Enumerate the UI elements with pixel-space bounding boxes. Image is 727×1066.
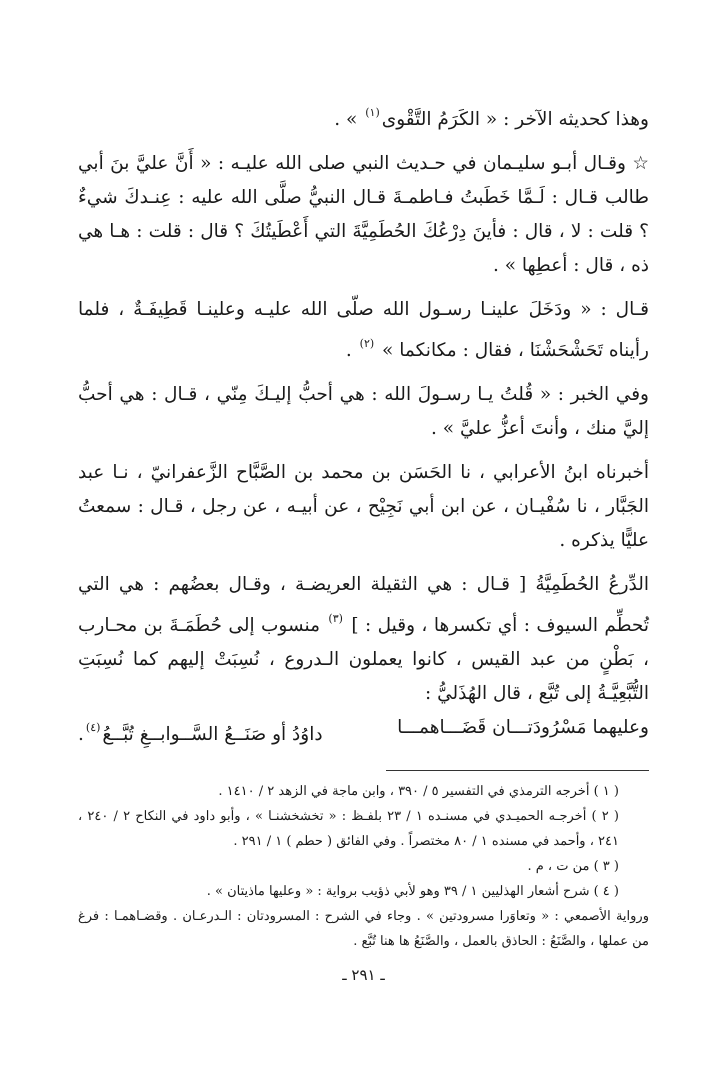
poetry-verse [78,711,649,752]
verse-second-hemistich: داوُدُ أو صَنَــعُ السَّــوابــغِ تُبَّــعُ$^{(٤)}$. [78,721,323,745]
page-number: ـ ٢٩١ ـ [342,966,385,984]
paragraph-abu-sulayman: ☆ وقـال أبـو سليـمان في حـديث النبي صلى الله عليـه : « أَنَّ عليَّ بنَ أبي طالب قـال : لَـمَّا خَطَبتُ فـاطمـةَ قـال النبيُّ صلَّى الله عليه : عِنـدكَ شيءٌ ؟ قلت : لا ، قال : فأينَ دِرْعُكَ الحُطَمِيَّةَ التي أَعْطَيتُكَ ؟ قال : قلت : هـا هي ذه ، قال : أعطِها » . [78,153,649,276]
paragraph-dir-hutamiyya: الدِّرعُ الحُطَمِيَّةُ [ قـال : هي الثقيلة العريضـة ، وقـال بعضُهم : هي التي تُحطِّم السيوف : أي تكسرها ، وقيل : ] $^{(٣)}$ منسوب إلى حُطَمَـةَ بن محـارب ، بَطْنٍ من عبد القيس ، كانوا يعملون الـدروع ، نُسِبَتْ إليهم كما نُسِبَتِ التُّبَّعِيَّـةُ إلى تُبَّع ، قال الهُذَليُّ : [78,574,649,704]
footnote-separator [386,770,649,771]
footnote-3: ( ٣ ) من ت ، م . [527,859,619,874]
paragraph-isnad: أخبرناه ابنُ الأعرابي ، نا الحَسَن بن محمد بن الصَّبَّاح الزَّعفرانيّ ، نـا عبد الجَبَّار ، نا سُفْيـان ، عن ابن أبي نَجِيْح ، عن أبيـه ، عن رجل ، قـال : سمعتُ عليًّا يذكره . [78,462,649,551]
paragraph-hadith-karam: وهذا كحديثه الآخر : « الكَرَمُ التَّقْوى$^{(١)}$ » . [334,106,649,130]
page-body [78,96,649,954]
footnote-1: ( ١ ) أخرجه الترمذي في التفسير ٥ / ٣٩٠ ، وابن ماجة في الزهد ٢ / ١٤١٠ . [218,784,619,799]
paragraph-qatifa: قـال : « ودَخَلَ علينـا رسـول الله صلّى الله عليـه وعلينـا قَطِيفَـةٌ ، فلما رأيناه تَحَشْحَشْنَا ، فقال : مكانكما » $^{(٢)}$ . [78,299,649,361]
footnote-marker: (١) [365,106,380,119]
footnote-marker: (٤) [85,721,101,734]
footnote-2: ( ٢ ) أخرجـه الحميـدي في مسنـده ١ / ٢٣ بلفـظ : « تخشخشنـا » ، وأبو داود في النكاح ٢ / ٢٤٠ ، ٢٤١ ، وأحمد في مسنده ١ / ٨٠ مختصراً . وفي الفائق ( حطم ) ١ / ٢٩١ . [78,809,619,849]
footnote-4: ( ٤ ) شرح أشعار الهذليين ١ / ٣٩ وهو لأبي ذؤيب برواية : « وعليها ماذيتان » . [206,884,619,899]
footnote-marker: (٢) [359,337,375,350]
footnote-marker: (٣) [328,612,343,625]
paragraph-khabar: وفي الخبر : « قُلتُ يـا رسـولَ الله : هي أحبُّ إليـكَ مِنّي ، قـال : هي أحبُّ إليَّ منك ، وأنتَ أعزُّ عليَّ » . [78,384,649,439]
footnote-4-continued: ورواية الأصمعي : « وتعاوَرا مسرودتين » . وجاء في الشرح : المسرودتان : الـدرعـان . وقضـاهمـا : فرغ من عملها ، والصَّنَعُ : الحاذق بالعمل ، والصَّنَعُ ها هنا تُبَّع . [78,909,649,949]
verse-first-hemistich: وعليهما مَسْرُودَتـــان قَضَـــاهمـــا [397,717,649,738]
